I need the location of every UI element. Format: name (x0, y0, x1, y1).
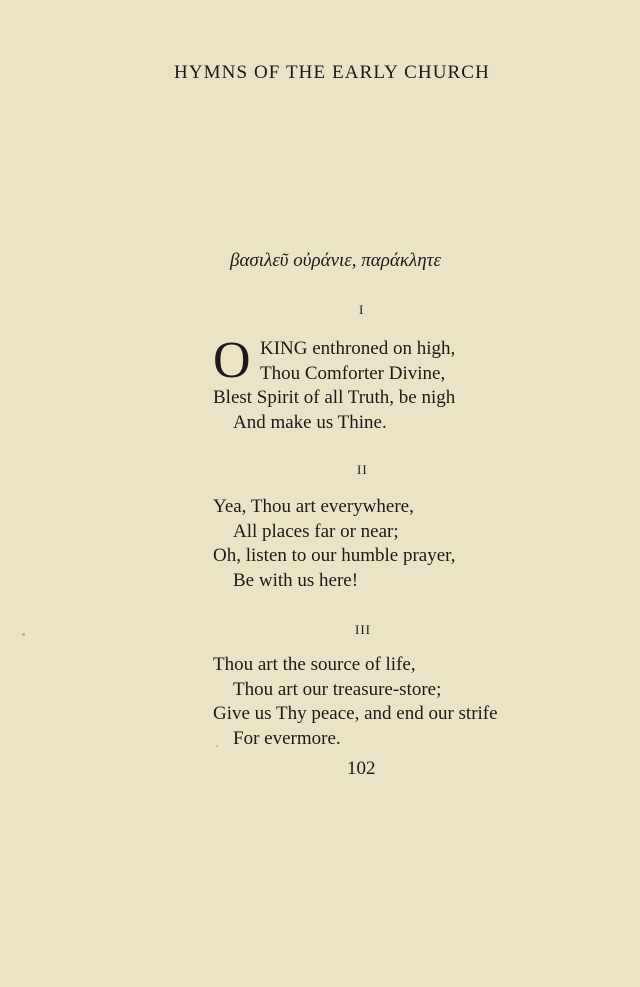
stanza-2 (213, 495, 573, 593)
verse-line: KING enthroned on high, (260, 338, 456, 359)
verse-line: Give us Thy peace, and end our strife (213, 703, 498, 724)
page-number: 102 (347, 758, 376, 779)
stanza-3 (213, 653, 573, 751)
stanza-1 (213, 332, 573, 435)
verse-line: Be with us here! (233, 569, 359, 591)
verse-line: Oh, listen to our humble prayer, (213, 545, 456, 566)
paper-speck (22, 633, 25, 636)
verse-line: Blest Spirit of all Truth, be nigh (213, 387, 456, 408)
verse-line: Thou art the source of life, (213, 654, 416, 675)
stanza-numeral-1: I (359, 302, 365, 317)
verse-line: Thou Comforter Divine, (260, 362, 446, 384)
running-head: HYMNS OF THE EARLY CHURCH (174, 62, 490, 83)
hymn-title-greek: βασιλεῦ οὐράνιε, παράκλητε (230, 250, 441, 271)
verse-line: Yea, Thou art everywhere, (213, 496, 414, 517)
verse-line: And make us Thine. (233, 411, 387, 433)
verse-line: All places far or near; (233, 520, 399, 542)
verse-line: Thou art our treasure-store; (233, 678, 442, 700)
paper-speck (216, 745, 218, 747)
stanza-numeral-2: II (357, 462, 368, 477)
drop-cap: O (213, 332, 251, 389)
stanza-numeral-3: III (355, 622, 371, 637)
verse-line: For evermore. (233, 727, 341, 749)
